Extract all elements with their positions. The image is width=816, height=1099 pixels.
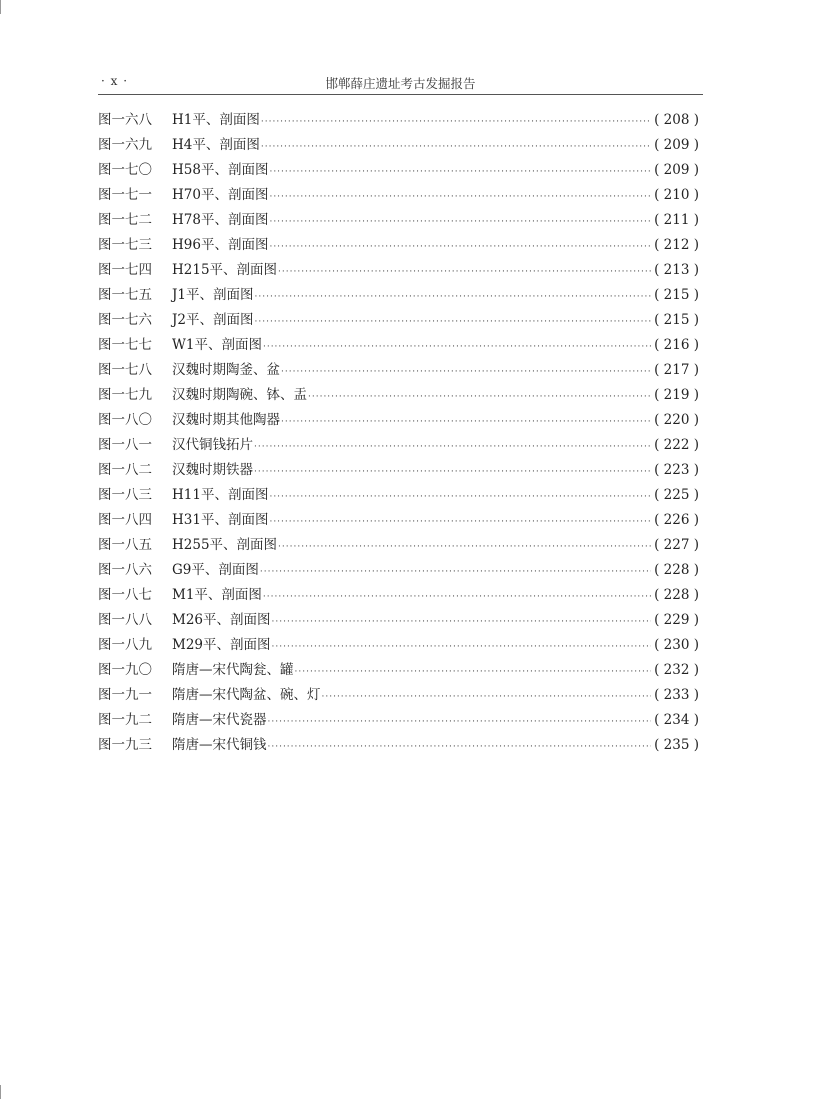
running-title: 邯郸薛庄遗址考古发掘报告 [325, 76, 476, 91]
figure-title: J1平、剖面图 [172, 287, 254, 303]
figure-number: 图一七四 [98, 262, 152, 278]
figure-number: 图一八二 [98, 462, 152, 478]
figure-title: H58平、剖面图 [172, 162, 269, 178]
figure-title: 汉魏时期铁器 [172, 462, 253, 478]
figure-title: 汉魏时期其他陶器 [172, 412, 280, 428]
toc-row [98, 708, 699, 733]
dot-leader [255, 285, 652, 310]
crop-mark-bottom [0, 1085, 1, 1099]
page-number: · x · [101, 74, 129, 88]
figure-number: 图一九〇 [98, 662, 152, 678]
figure-title: M29平、剖面图 [172, 637, 271, 653]
dot-leader [263, 585, 651, 610]
figure-number: 图一七〇 [98, 162, 152, 178]
dot-leader [295, 660, 652, 685]
figure-number: 图一八一 [98, 437, 152, 453]
figure-number: 图一七二 [98, 212, 152, 228]
figure-number: 图一七九 [98, 387, 152, 403]
figure-title: H1平、剖面图 [172, 112, 260, 128]
figure-title: G9平、剖面图 [172, 562, 259, 578]
page-reference: ( 234 ) [654, 712, 699, 728]
dot-leader [268, 735, 652, 760]
figure-number: 图一九一 [98, 687, 152, 703]
dot-leader [281, 360, 651, 385]
figure-title: H255平、剖面图 [172, 537, 278, 553]
toc-row [98, 108, 699, 133]
toc-row [98, 308, 699, 333]
figure-number: 图一八三 [98, 487, 152, 503]
figure-number: 图一七五 [98, 287, 152, 303]
figure-title: H78平、剖面图 [172, 212, 269, 228]
toc-row [98, 158, 699, 183]
dot-leader [269, 160, 651, 185]
figure-title: H4平、剖面图 [172, 137, 260, 153]
page-reference: ( 228 ) [654, 587, 699, 603]
toc-row [98, 258, 699, 283]
toc-row [98, 658, 699, 683]
toc-row [98, 283, 699, 308]
figure-title: H11平、剖面图 [172, 487, 269, 503]
figure-title: W1平、剖面图 [172, 337, 262, 353]
figure-title: 隋唐—宋代陶盆、碗、灯 [172, 687, 321, 703]
figure-number: 图一九二 [98, 712, 152, 728]
dot-leader [269, 485, 651, 510]
figure-title: H96平、剖面图 [172, 237, 269, 253]
dot-leader [269, 185, 651, 210]
figure-title: 隋唐—宋代铜钱 [172, 737, 267, 753]
page-reference: ( 212 ) [654, 237, 699, 253]
page-reference: ( 230 ) [654, 637, 699, 653]
toc-row [98, 383, 699, 408]
page-reference: ( 228 ) [654, 562, 699, 578]
dot-leader [272, 610, 652, 635]
dot-leader [269, 235, 651, 260]
dot-leader [278, 535, 651, 560]
toc-row [98, 408, 699, 433]
toc-row [98, 483, 699, 508]
figure-number: 图一七三 [98, 237, 152, 253]
toc-row [98, 333, 699, 358]
toc-row [98, 683, 699, 708]
page-reference: ( 215 ) [654, 312, 699, 328]
figure-number: 图一六八 [98, 112, 152, 128]
dot-leader [269, 510, 651, 535]
dot-leader [268, 710, 652, 735]
dot-leader [281, 410, 651, 435]
page-reference: ( 227 ) [654, 537, 699, 553]
page-reference: ( 223 ) [654, 462, 699, 478]
figure-list [98, 108, 699, 758]
dot-leader [272, 635, 652, 660]
figure-number: 图一八八 [98, 612, 152, 628]
page-reference: ( 216 ) [654, 337, 699, 353]
page-reference: ( 209 ) [654, 162, 699, 178]
figure-number: 图一八〇 [98, 412, 152, 428]
figure-title: 隋唐—宋代瓷器 [172, 712, 267, 728]
toc-row [98, 433, 699, 458]
toc-row [98, 533, 699, 558]
figure-title: H70平、剖面图 [172, 187, 269, 203]
figure-number: 图一七七 [98, 337, 152, 353]
dot-leader [278, 260, 651, 285]
figure-number: 图一八五 [98, 537, 152, 553]
page-reference: ( 232 ) [654, 662, 699, 678]
figure-title: 隋唐—宋代陶瓮、罐 [172, 662, 294, 678]
figure-number: 图一八七 [98, 587, 152, 603]
page-reference: ( 209 ) [654, 137, 699, 153]
page-reference: ( 226 ) [654, 512, 699, 528]
page-reference: ( 220 ) [654, 412, 699, 428]
figure-title: 汉魏时期陶碗、钵、盂 [172, 387, 307, 403]
crop-mark-top [0, 0, 1, 14]
page-reference: ( 219 ) [654, 387, 699, 403]
toc-row [98, 608, 699, 633]
page-reference: ( 222 ) [654, 437, 699, 453]
toc-row [98, 208, 699, 233]
page-header [98, 74, 703, 95]
figure-title: H31平、剖面图 [172, 512, 269, 528]
toc-row [98, 183, 699, 208]
figure-number: 图一六九 [98, 137, 152, 153]
page-reference: ( 208 ) [654, 112, 699, 128]
page-reference: ( 211 ) [654, 212, 699, 228]
figure-title: 汉魏时期陶釜、盆 [172, 362, 280, 378]
figure-number: 图一九三 [98, 737, 152, 753]
figure-title: M1平、剖面图 [172, 587, 262, 603]
dot-leader [261, 135, 651, 160]
dot-leader [254, 435, 651, 460]
page-reference: ( 215 ) [654, 287, 699, 303]
dot-leader [261, 110, 651, 135]
page-reference: ( 213 ) [654, 262, 699, 278]
page-reference: ( 229 ) [654, 612, 699, 628]
figure-title: 汉代铜钱拓片 [172, 437, 253, 453]
figure-number: 图一八六 [98, 562, 152, 578]
page-reference: ( 225 ) [654, 487, 699, 503]
figure-number: 图一八四 [98, 512, 152, 528]
toc-row [98, 233, 699, 258]
dot-leader [254, 460, 651, 485]
toc-row [98, 458, 699, 483]
dot-leader [263, 335, 651, 360]
dot-leader [308, 385, 651, 410]
page-reference: ( 233 ) [654, 687, 699, 703]
toc-row [98, 358, 699, 383]
page-reference: ( 217 ) [654, 362, 699, 378]
figure-title: J2平、剖面图 [172, 312, 254, 328]
dot-leader [322, 685, 652, 710]
dot-leader [260, 560, 651, 585]
page-reference: ( 210 ) [654, 187, 699, 203]
toc-row [98, 133, 699, 158]
figure-number: 图一七八 [98, 362, 152, 378]
figure-number: 图一八九 [98, 637, 152, 653]
toc-row [98, 633, 699, 658]
figure-title: H215平、剖面图 [172, 262, 278, 278]
page-reference: ( 235 ) [654, 737, 699, 753]
dot-leader [255, 310, 652, 335]
figure-number: 图一七一 [98, 187, 152, 203]
figure-number: 图一七六 [98, 312, 152, 328]
toc-row [98, 583, 699, 608]
toc-row [98, 558, 699, 583]
dot-leader [269, 210, 651, 235]
toc-row [98, 508, 699, 533]
toc-row [98, 733, 699, 758]
figure-title: M26平、剖面图 [172, 612, 271, 628]
